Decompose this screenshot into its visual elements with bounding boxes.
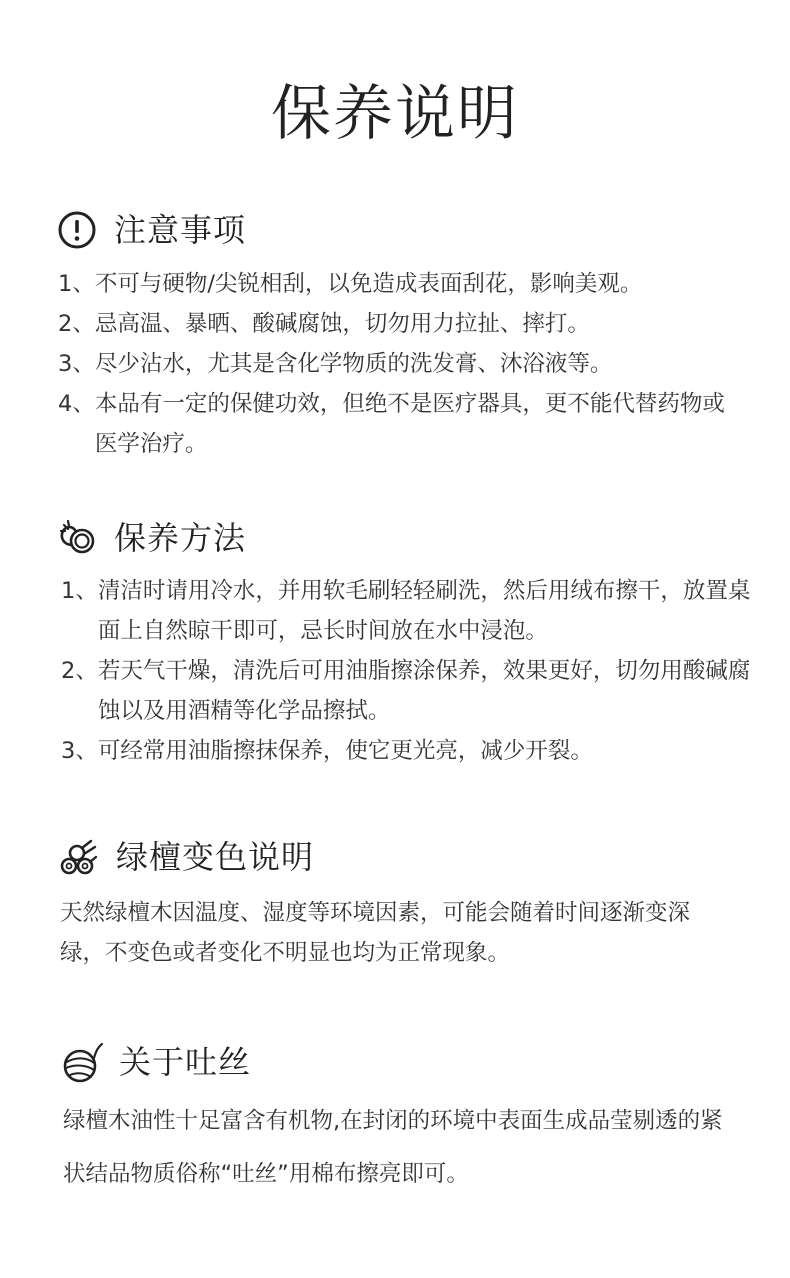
- item-number: 3、: [58, 351, 95, 377]
- item-number: 3、: [61, 738, 98, 764]
- notice-list: [58, 264, 730, 464]
- yarn-ball-icon: [61, 1041, 103, 1083]
- page-title: 保养说明: [271, 79, 519, 149]
- list-item: [58, 344, 730, 384]
- list-item: [61, 731, 751, 771]
- list-item: [61, 571, 751, 651]
- silk-header: [61, 1040, 251, 1084]
- silk-title: 关于吐丝: [119, 1043, 252, 1081]
- item-text: 忌高温、暴晒、酸碱腐蚀，切勿用力拉扯、摔打。: [94, 311, 590, 337]
- item-number: 2、: [58, 311, 95, 337]
- color-title: 绿檀变色说明: [116, 838, 315, 876]
- exclamation-circle-icon: [56, 209, 98, 251]
- item-number: 2、: [61, 658, 98, 684]
- item-number: 1、: [58, 271, 95, 297]
- list-item: [58, 384, 730, 464]
- item-text: 清洁时请用冷水，并用软毛刷轻轻刷洗，然后用绒布擦干，放置桌面上自然晾干即可，忌长时间放在水中浸泡。: [97, 578, 751, 644]
- item-text: 若天气干燥，清洗后可用油脂擦涂保养，效果更好，切勿用酸碱腐蚀以及用酒精等化学品擦拭。: [97, 658, 751, 724]
- care-header: [56, 516, 246, 560]
- item-text: 可经常用油脂擦抹保养，使它更光亮，减少开裂。: [97, 738, 593, 764]
- list-item: [58, 304, 730, 344]
- color-header: [58, 835, 314, 879]
- item-text: 本品有一定的保健功效，但绝不是医疗器具，更不能代替药物或医学治疗。: [94, 391, 725, 457]
- polishing-cloth-icon: [56, 517, 98, 559]
- care-title: 保养方法: [114, 519, 247, 557]
- notice-header: [56, 208, 246, 252]
- care-list: [61, 571, 751, 771]
- wood-logs-icon: [58, 836, 100, 878]
- item-text: 尽少沾水，尤其是含化学物质的洗发膏、沐浴液等。: [94, 351, 613, 377]
- item-number: 1、: [61, 578, 98, 604]
- item-number: 4、: [58, 391, 95, 417]
- list-item: [61, 651, 751, 731]
- item-text: 不可与硬物/尖锐相刮，以免造成表面刮花，影响美观。: [94, 271, 643, 297]
- notice-title: 注意事项: [114, 211, 247, 249]
- silk-text: 绿檀木油性十足富含有机物,在封闭的环境中表面生成品莹剔透的紧状结品物质俗称“吐丝”用棉布擦亮即可。: [63, 1108, 723, 1187]
- list-item: [58, 264, 730, 304]
- color-text: 天然绿檀木因温度、湿度等环境因素，可能会随着时间逐渐变深绿，不变色或者变化不明显也均为正常现象。: [60, 900, 691, 966]
